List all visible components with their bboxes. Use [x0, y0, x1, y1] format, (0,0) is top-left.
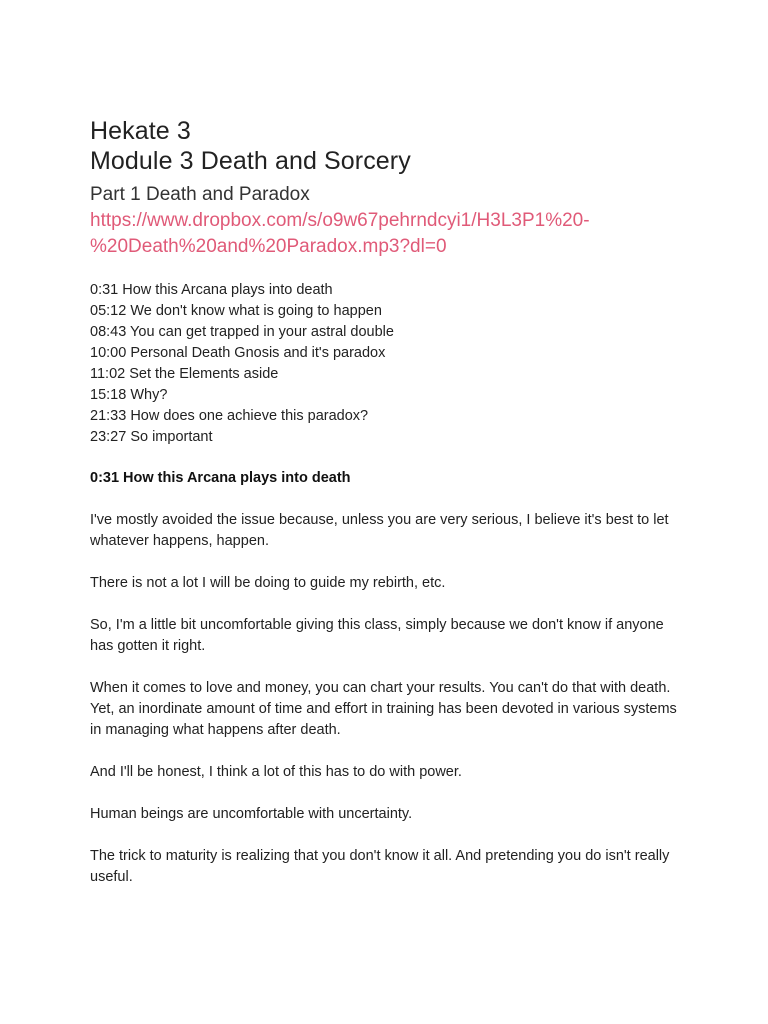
- timestamp-item: 0:31 How this Arcana plays into death: [90, 282, 333, 298]
- section-heading: 0:31 How this Arcana plays into death: [90, 470, 351, 486]
- paragraph: The trick to maturity is realizing that you don't know it all. And pretending you do isn't really useful.: [90, 848, 670, 885]
- document-title: Hekate 3: [90, 117, 191, 145]
- paragraph: So, I'm a little bit uncomfortable giving this class, simply because we don't know if anyone has gotten it right.: [90, 617, 664, 654]
- audio-link[interactable]: [90, 208, 690, 260]
- audio-link-line-1: https://www.dropbox.com/s/o9w67pehrndcyi1/H3L3P1%20-: [90, 210, 590, 231]
- timestamp-item: 15:18 Why?: [90, 387, 168, 403]
- timestamp-item: 08:43 You can get trapped in your astral double: [90, 324, 394, 340]
- timestamp-item: 21:33 How does one achieve this paradox?: [90, 408, 369, 424]
- paragraph: I've mostly avoided the issue because, unless you are very serious, I believe it's best to let whatever happens, happen.: [90, 512, 669, 549]
- document-page: [90, 116, 690, 888]
- part-title: Part 1 Death and Paradox: [90, 184, 310, 205]
- timestamp-item: 05:12 We don't know what is going to happen: [90, 303, 382, 319]
- paragraph: Human beings are uncomfortable with uncertainty.: [90, 806, 413, 822]
- timestamp-item: 10:00 Personal Death Gnosis and it's paradox: [90, 345, 386, 361]
- audio-link-line-2: %20Death%20and%20Paradox.mp3?dl=0: [90, 236, 447, 257]
- timestamp-item: 11:02 Set the Elements aside: [90, 366, 279, 382]
- module-title: Module 3 Death and Sorcery: [90, 147, 411, 175]
- paragraph: There is not a lot I will be doing to guide my rebirth, etc.: [90, 575, 446, 591]
- timestamp-item: 23:27 So important: [90, 429, 213, 445]
- paragraph: When it comes to love and money, you can chart your results. You can't do that with death. Yet, an inordinate amount of time and effort in training has been devoted in various systems in managing what happens after death.: [90, 680, 677, 738]
- paragraph: And I'll be honest, I think a lot of this has to do with power.: [90, 764, 462, 780]
- timestamp-list: [90, 280, 690, 448]
